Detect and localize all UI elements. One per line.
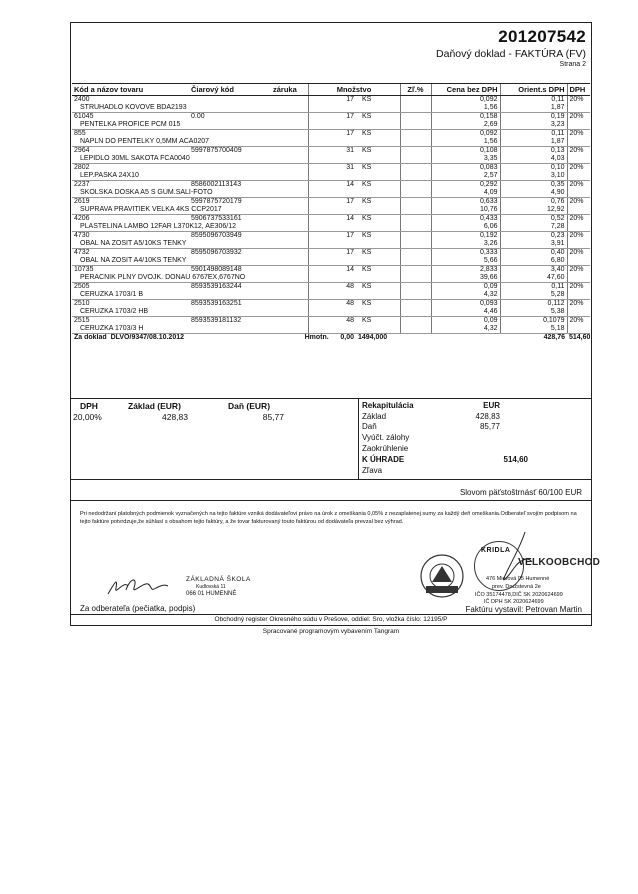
table-row-detail <box>72 240 590 249</box>
item-price-total: 3,35 <box>431 155 500 164</box>
buyer-stamp-line2: Kudlovská 11 <box>196 584 226 590</box>
item-vat: 20% <box>567 198 590 207</box>
item-price: 0,158 <box>431 113 500 122</box>
item-name: SUPRAVA PRAVITIEK VELKA 4KS CCP2017 <box>72 206 308 215</box>
item-price: 0,09 <box>431 317 500 326</box>
item-orient-total: 6,80 <box>500 257 567 266</box>
table-row-detail <box>72 104 590 113</box>
item-price: 0,083 <box>431 164 500 173</box>
item-unit: KS <box>362 232 372 239</box>
item-name: LEP.PASKA 24X10 <box>72 172 308 181</box>
table-row <box>72 147 590 156</box>
item-qty: 31 <box>308 164 356 173</box>
seller-stamp-brand: KRIDLA <box>481 547 511 554</box>
item-vat: 20% <box>567 164 590 173</box>
item-vat: 20% <box>567 147 590 156</box>
vat-tax: 85,77 <box>262 412 284 422</box>
item-price-total: 2,57 <box>431 172 500 181</box>
item-name: ŠKOLSKÁ DOSKA A5 S GUM.SALI-FOTO <box>72 189 308 198</box>
item-name: LEPIDLO 30ML SAKOTA FCA0040 <box>72 155 308 164</box>
item-orient-total: 3,10 <box>500 172 567 181</box>
table-row <box>72 232 590 241</box>
item-barcode <box>189 130 308 139</box>
table-row-detail <box>72 155 590 164</box>
buyer-signature <box>104 570 174 600</box>
col-code-name: Kód a názov tovaru <box>72 84 189 96</box>
summary-qty: 1494,000 <box>356 334 431 343</box>
recap-discount-label: Zľava <box>362 466 383 475</box>
summary-weight: 0,00 <box>340 334 354 341</box>
item-unit: KS <box>362 113 372 120</box>
table-row <box>72 283 590 292</box>
item-code: 2510 <box>74 300 90 307</box>
table-row <box>72 164 590 173</box>
item-unit: KS <box>362 198 372 205</box>
item-orient: 0,35 <box>500 181 567 190</box>
item-price-total: 6,06 <box>431 223 500 232</box>
item-orient-total: 5,28 <box>500 291 567 300</box>
item-orient-total: 1,87 <box>500 104 567 113</box>
item-barcode: 5901498089148 <box>191 266 242 273</box>
software-footer: Spracované programovým vybavením Tangram <box>262 628 400 635</box>
table-row-detail <box>72 308 590 317</box>
item-name: OBAL NA ZOŠIT A4/10KS TENKÝ <box>72 257 308 266</box>
seller-stamp-addr2: prev. Družstevná 2e <box>492 584 541 590</box>
recap-advances-label: Vyúčt. zálohy <box>362 433 410 442</box>
item-price: 0,433 <box>431 215 500 224</box>
table-row <box>72 215 590 224</box>
item-barcode: 8593539181132 <box>191 317 242 324</box>
buyer-signature-label: Za odberateľa (pečiatka, podpis) <box>80 604 196 613</box>
issuer: Faktúru vystavil: Petrovan Martin <box>465 605 582 614</box>
item-unit: KS <box>362 147 372 154</box>
item-unit: KS <box>362 164 372 171</box>
item-name: CERUZKA 1703/3 H <box>72 325 308 334</box>
item-vat: 20% <box>567 249 590 258</box>
item-qty: 48 <box>308 283 356 292</box>
item-orient: 0,11 <box>500 96 567 105</box>
item-price-total: 1,56 <box>431 138 500 147</box>
item-name: CERUZKA 1703/1 B <box>72 291 308 300</box>
item-orient-total: 4,03 <box>500 155 567 164</box>
item-price: 0,093 <box>431 300 500 309</box>
item-orient-total: 1,87 <box>500 138 567 147</box>
summary-net: 428,76 <box>500 334 567 343</box>
item-orient: 0,23 <box>500 232 567 241</box>
item-name: PENTELKA PROFICE PCM 015 <box>72 121 308 130</box>
item-barcode: 0.00 <box>191 113 205 120</box>
summary-row <box>72 334 590 343</box>
item-price-total: 4,32 <box>431 325 500 334</box>
recap-due: 514,60 <box>503 455 528 464</box>
item-barcode: 8586002113143 <box>191 181 242 188</box>
item-code: 10735 <box>74 266 94 273</box>
item-orient-total: 12,92 <box>500 206 567 215</box>
item-vat: 20% <box>567 232 590 241</box>
item-code: 2237 <box>74 181 90 188</box>
item-orient: 0,112 <box>500 300 567 309</box>
item-price-total: 10,76 <box>431 206 500 215</box>
item-code: 2505 <box>74 283 90 290</box>
item-vat: 20% <box>567 283 590 292</box>
item-name: OBAL NA ZOSIT A5/10KS TENKÝ <box>72 240 308 249</box>
item-price: 0,092 <box>431 96 500 105</box>
seller-stamp-ids2: IČ DPH SK 2020624699 <box>484 599 544 605</box>
item-qty: 14 <box>308 266 356 275</box>
item-orient-total: 4,90 <box>500 189 567 198</box>
item-price-total: 4,09 <box>431 189 500 198</box>
table-row <box>72 266 590 275</box>
item-barcode: 5906737533161 <box>191 215 242 222</box>
col-quantity: Množstvo <box>308 84 400 96</box>
table-row-detail <box>72 291 590 300</box>
recap-due-label: K ÚHRADE <box>362 455 405 464</box>
table-row <box>72 96 590 105</box>
item-price: 0,633 <box>431 198 500 207</box>
buyer-stamp-line1: ZÁKLADNÁ ŠKOLA <box>186 576 251 583</box>
recap-base: 428,83 <box>475 412 500 421</box>
item-qty: 17 <box>308 232 356 241</box>
divider-words <box>70 479 592 480</box>
table-row-detail <box>72 189 590 198</box>
item-price-total: 4,46 <box>431 308 500 317</box>
summary-doc: DLVO/9347/08.10.2012 <box>110 334 184 341</box>
recap-tax-label: Daň <box>362 422 377 431</box>
item-qty: 48 <box>308 317 356 326</box>
summary-label: Za doklad <box>74 334 107 341</box>
vat-base: 428,83 <box>162 412 188 422</box>
item-qty: 14 <box>308 215 356 224</box>
item-barcode <box>189 164 308 173</box>
item-price-total: 39,66 <box>431 274 500 283</box>
item-price: 0,09 <box>431 283 500 292</box>
item-barcode: 8593539163251 <box>191 300 242 307</box>
table-row-detail <box>72 274 590 283</box>
payment-terms: Pri nedodržaní platobných podmienok vyznačených na tejto faktúre vzniká dodávateľovi právo na úrok z omeškania 0,05% z nezaplatenej sumy za každý deň omeškania.Odberateľ svojím podpisom na tejto faktúre potvrdzuje,že súhlasí s obsahom tejto faktúry, a že tovar fakturovaný touto faktúrou od dodávateľa prevzal bez výhrad. <box>80 511 577 525</box>
item-unit: KS <box>362 130 372 137</box>
divider-vat <box>70 398 592 399</box>
item-price: 0,108 <box>431 147 500 156</box>
item-qty: 14 <box>308 181 356 190</box>
seller-logo-icon <box>418 552 466 600</box>
item-name: STRUHADLO KOVOVE BDA2193 <box>72 104 308 113</box>
item-price: 0,333 <box>431 249 500 258</box>
item-vat: 20% <box>567 317 590 326</box>
item-name: NÁPLŇ DO PENTELKY 0,5MM ACA0207 <box>72 138 308 147</box>
item-unit: KS <box>362 283 372 290</box>
col-vat: DPH <box>567 84 590 96</box>
vat-header-tax: Daň (EUR) <box>228 401 271 411</box>
item-orient-total: 7,28 <box>500 223 567 232</box>
item-code: 4206 <box>74 215 90 222</box>
item-qty: 17 <box>308 249 356 258</box>
item-code: 4730 <box>74 232 90 239</box>
seller-signature <box>480 528 550 598</box>
item-price: 0,192 <box>431 232 500 241</box>
recap-title: Rekapitulácia <box>362 401 414 410</box>
recap-tax: 85,77 <box>479 422 500 431</box>
seller-stamp-addr1: 476 Mierová 05 Humenné <box>486 576 550 582</box>
item-price: 2,833 <box>431 266 500 275</box>
table-row <box>72 181 590 190</box>
recap-rounding-label: Zaokrúhlenie <box>362 444 409 453</box>
col-warranty: záruka <box>271 84 308 96</box>
col-barcode: Čiarový kód <box>189 84 271 96</box>
item-vat: 20% <box>567 266 590 275</box>
item-price-total: 1,56 <box>431 104 500 113</box>
divider-register <box>70 614 592 615</box>
item-orient: 0,19 <box>500 113 567 122</box>
item-barcode: 8595096703949 <box>191 232 242 239</box>
item-price-total: 4,32 <box>431 291 500 300</box>
business-register: Obchodný register Okresného súdu v Prešove, oddiel: Sro, vložka číslo: 12195/P <box>214 616 448 623</box>
table-row-detail <box>72 223 590 232</box>
item-vat: 20% <box>567 113 590 122</box>
col-discount: Zľ.% <box>400 84 431 96</box>
item-unit: KS <box>362 317 372 324</box>
item-code: 61045 <box>74 113 94 120</box>
amount-in-words: Slovom päťstoštrnásť 60/100 EUR <box>459 488 582 497</box>
item-name: PLASTELINA LAMBO 12FAR L370K12, AE306/12 <box>72 223 308 232</box>
item-qty: 17 <box>308 96 356 105</box>
item-orient-total: 5,18 <box>500 325 567 334</box>
table-row-detail <box>72 257 590 266</box>
item-qty: 17 <box>308 130 356 139</box>
item-code: 2400 <box>74 96 90 103</box>
item-orient: 0,10 <box>500 164 567 173</box>
item-qty: 17 <box>308 113 356 122</box>
item-barcode: 5997875720179 <box>191 198 242 205</box>
item-price: 0,292 <box>431 181 500 190</box>
item-orient-total: 47,60 <box>500 274 567 283</box>
item-unit: KS <box>362 181 372 188</box>
item-orient-total: 5,38 <box>500 308 567 317</box>
recap-base-label: Základ <box>362 412 387 421</box>
item-code: 2515 <box>74 317 90 324</box>
item-vat: 20% <box>567 130 590 139</box>
item-barcode: 8593539163244 <box>191 283 242 290</box>
item-unit: KS <box>362 249 372 256</box>
item-orient: 0,11 <box>500 283 567 292</box>
item-orient: 3,40 <box>500 266 567 275</box>
invoice-number: 201207542 <box>498 27 586 46</box>
table-row <box>72 249 590 258</box>
summary-gross: 514,60 <box>569 334 590 341</box>
table-row <box>72 130 590 139</box>
item-qty: 48 <box>308 300 356 309</box>
item-orient-total: 3,91 <box>500 240 567 249</box>
vat-header-rate: DPH <box>80 401 98 411</box>
items-table <box>72 83 590 342</box>
item-barcode <box>189 96 308 105</box>
item-orient: 0,76 <box>500 198 567 207</box>
vat-rate: 20,00% <box>73 412 102 422</box>
table-row-detail <box>72 206 590 215</box>
document-type: Daňový doklad - FAKTÚRA (FV) <box>436 48 586 60</box>
seller-stamp-name: VELKOOBCHOD <box>518 557 601 568</box>
page-number: Strana 2 <box>559 61 586 68</box>
divider-terms <box>70 500 592 501</box>
table-row-detail <box>72 121 590 130</box>
item-name: CERUZKA 1703/2 HB <box>72 308 308 317</box>
item-vat: 20% <box>567 181 590 190</box>
table-row <box>72 317 590 326</box>
vat-header-base: Základ (EUR) <box>128 401 181 411</box>
item-orient: 0,40 <box>500 249 567 258</box>
recap-currency: EUR <box>483 401 500 410</box>
summary-weight-label: Hmotn. <box>304 334 329 341</box>
item-code: 855 <box>74 130 86 137</box>
item-price-total: 5,66 <box>431 257 500 266</box>
item-vat: 20% <box>567 300 590 309</box>
item-vat: 20% <box>567 215 590 224</box>
item-unit: KS <box>362 266 372 273</box>
item-code: 2964 <box>74 147 90 154</box>
item-unit: KS <box>362 96 372 103</box>
item-vat: 20% <box>567 96 590 105</box>
table-header <box>72 84 590 96</box>
item-price: 0,092 <box>431 130 500 139</box>
divider-recap <box>358 398 359 479</box>
item-qty: 31 <box>308 147 356 156</box>
table-row <box>72 198 590 207</box>
item-price-total: 3,26 <box>431 240 500 249</box>
item-code: 4732 <box>74 249 90 256</box>
item-code: 2802 <box>74 164 90 171</box>
col-orient: Orient.s DPH <box>500 84 567 96</box>
item-orient: 0,11 <box>500 130 567 139</box>
item-orient: 0,13 <box>500 147 567 156</box>
seller-stamp-ids1: IČO 35174478,DIČ SK 2020624699 <box>475 592 563 598</box>
item-barcode: 8595096703932 <box>191 249 242 256</box>
item-name: PERACNIK PLNY DVOJK. DONAU 6767EX,6767NO <box>72 274 308 283</box>
table-row-detail <box>72 138 590 147</box>
item-barcode: 5997875700409 <box>191 147 242 154</box>
table-row-detail <box>72 172 590 181</box>
item-orient-total: 3,23 <box>500 121 567 130</box>
item-unit: KS <box>362 215 372 222</box>
item-code: 2619 <box>74 198 90 205</box>
item-orient: 0,52 <box>500 215 567 224</box>
buyer-stamp-line3: 066 01 HUMENNÉ <box>186 591 237 597</box>
table-row-detail <box>72 325 590 334</box>
item-unit: KS <box>362 300 372 307</box>
item-price-total: 2,69 <box>431 121 500 130</box>
item-orient: 0,1079 <box>500 317 567 326</box>
table-row <box>72 113 590 122</box>
table-row <box>72 300 590 309</box>
item-qty: 17 <box>308 198 356 207</box>
col-price: Cena bez DPH <box>431 84 500 96</box>
